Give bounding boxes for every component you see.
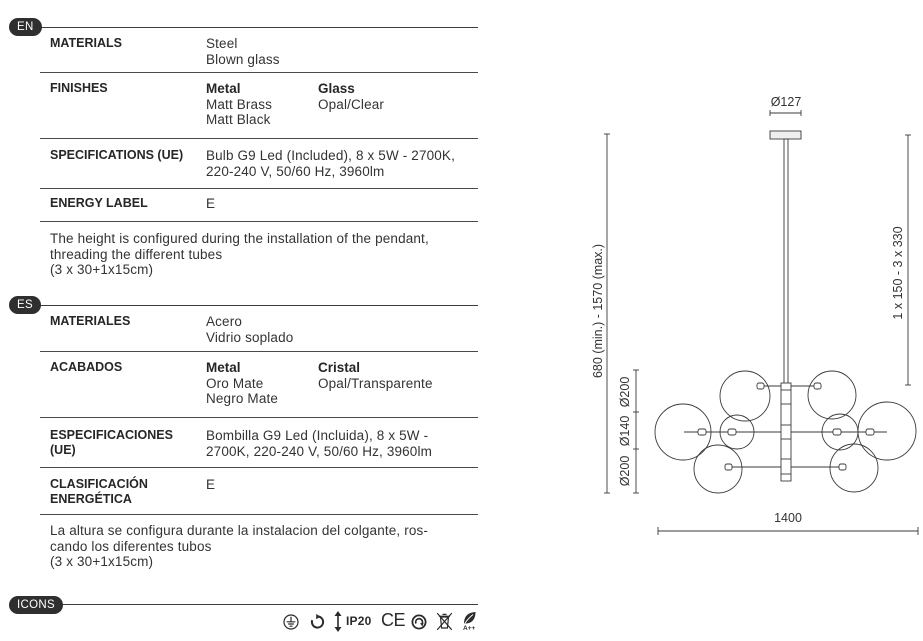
dimmable-icon <box>411 614 427 630</box>
globe-diameter-label: Ø200 <box>618 455 632 487</box>
value-line: Negro Mate <box>206 391 279 406</box>
finish-group-metal <box>206 360 278 407</box>
installation-note-es <box>50 523 428 570</box>
rotate-icon <box>309 614 325 630</box>
note-line: La altura se configura durante la instalacion del colgante, ros- <box>50 523 429 538</box>
section-divider-en <box>30 27 478 28</box>
spec-row-materials <box>0 36 478 67</box>
spec-label: MATERIALS <box>50 36 122 50</box>
spec-label: MATERIALES <box>50 314 131 328</box>
note-line: (3 x 30+1x15cm) <box>50 262 154 277</box>
canopy <box>770 131 801 139</box>
width-dimension <box>658 527 918 535</box>
energy-class-leaf-icon <box>462 611 477 625</box>
value-line: 220-240 V, 50/60 Hz, 3960lm <box>206 163 385 179</box>
globe <box>808 371 856 419</box>
finish-group-heading: Metal <box>206 360 241 375</box>
value-line: Matt Black <box>206 112 271 127</box>
tube-length-dimension <box>905 135 911 385</box>
central-hub <box>781 383 791 481</box>
spec-row-acabados <box>0 360 478 406</box>
spec-value <box>206 36 280 67</box>
globe-diameter-label: Ø140 <box>618 415 632 447</box>
value-line: Bulb G9 Led (Included), 8 x 5W - 2700K, <box>206 148 455 163</box>
canopy-diameter-label: Ø127 <box>770 95 802 109</box>
finish-group-metal <box>206 81 272 128</box>
value-line: E <box>206 477 216 492</box>
row-divider <box>40 221 478 222</box>
finish-group-heading: Metal <box>206 81 241 96</box>
ce-mark-icon: CE <box>381 610 406 630</box>
canopy-diameter-dimension <box>770 110 801 116</box>
finish-group-glass <box>318 81 384 112</box>
spec-row-materiales <box>0 314 478 345</box>
row-divider <box>40 467 478 468</box>
value-line: Matt Brass <box>206 96 273 112</box>
section-badge-en: EN <box>9 18 42 36</box>
row-divider <box>40 138 478 139</box>
installation-note-en <box>50 231 429 278</box>
tube-length-label: 1 x 150 - 3 x 330 <box>891 226 905 320</box>
value-line: Steel <box>206 36 238 51</box>
spec-row-specifications <box>0 148 478 179</box>
technical-drawing <box>560 80 923 550</box>
spec-label: ACABADOS <box>50 360 123 374</box>
finish-group-heading: Glass <box>318 81 355 96</box>
row-divider <box>40 351 478 352</box>
spec-row-especificaciones <box>0 428 478 459</box>
finish-group-heading: Cristal <box>318 360 361 375</box>
finish-group-cristal <box>318 360 433 391</box>
globe <box>694 445 742 493</box>
value-line: Acero <box>206 314 243 329</box>
spec-value <box>206 428 432 459</box>
spec-row-finishes <box>0 81 478 127</box>
value-line: Oro Mate <box>206 375 264 391</box>
note-line: threading the different tubes <box>50 246 223 262</box>
spec-row-energy-label <box>0 196 478 211</box>
globe <box>720 371 770 421</box>
earth-ground-icon <box>283 614 299 630</box>
row-divider <box>40 72 478 73</box>
energy-class-label: A++ <box>463 625 476 632</box>
globe-diameter-label: Ø200 <box>618 376 632 408</box>
spec-value <box>206 314 293 345</box>
note-line: The height is configured during the installation of the pendant, <box>50 231 429 246</box>
note-line: (3 x 30+1x15cm) <box>50 554 154 569</box>
section-divider-icons <box>30 604 478 605</box>
spec-label: CLASIFICACIÓN ENERGÉTICA <box>50 477 148 506</box>
spec-label: ENERGY LABEL <box>50 196 148 210</box>
height-adjustable-icon <box>334 611 342 632</box>
ip-rating-label: IP20 <box>346 614 372 628</box>
overall-width-label: 1400 <box>774 511 802 525</box>
section-divider-es <box>30 305 478 306</box>
spec-value <box>206 477 215 493</box>
globe <box>830 444 878 492</box>
spec-row-clasificacion <box>0 477 478 506</box>
value-line: Blown glass <box>206 51 280 67</box>
spec-label: FINISHES <box>50 81 108 95</box>
note-line: cando los diferentes tubos <box>50 538 212 554</box>
spec-label: SPECIFICATIONS (UE) <box>50 148 184 162</box>
value-line: Bombilla G9 Led (Incluida), 8 x 5W - <box>206 428 429 443</box>
row-divider <box>40 417 478 418</box>
suspension-rod <box>784 139 788 384</box>
section-badge-es: ES <box>9 296 41 314</box>
value-line: 2700K, 220-240 V, 50/60 Hz, 3960lm <box>206 443 433 459</box>
height-range-label: 680 (min.) - 1570 (max.) <box>591 243 605 379</box>
section-badge-icons: ICONS <box>9 596 63 614</box>
spec-label: ESPECIFICACIONES (UE) <box>50 428 173 457</box>
spec-value <box>206 148 455 179</box>
value-line: E <box>206 196 216 211</box>
globe-diameter-dimension <box>633 370 639 493</box>
weee-crossed-bin-icon <box>436 612 453 631</box>
value-line: Opal/Transparente <box>318 375 433 391</box>
row-divider <box>40 188 478 189</box>
value-line: Vidrio soplado <box>206 329 294 345</box>
row-divider <box>40 514 478 515</box>
value-line: Opal/Clear <box>318 96 385 112</box>
spec-value <box>206 196 215 212</box>
